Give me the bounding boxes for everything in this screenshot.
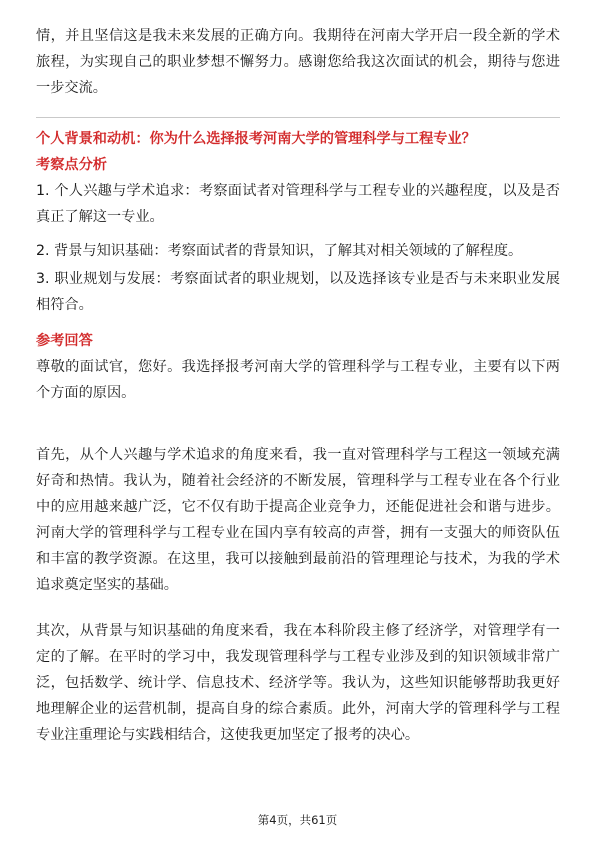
section-divider [36,117,560,118]
question-title: 个人背景和动机：你为什么选择报考河南大学的管理科学与工程专业？ [36,131,476,147]
analysis-item-2: 2. 背景与知识基础：考察面试者的背景知识，了解其对相关领域的了解程度。 [36,243,523,259]
answer-paragraph-3: 其次，从背景与知识基础的角度来看，我在本科阶段主修了经济学，对管理学有一定的了解。在平时的学习中，我发现管理科学与工程专业涉及到的知识领域非常广泛，包括数学、统计学、信息技术、经济学等。我认为，这些知识能够帮助我更好地理解企业的运营机制，提高自身的综合素质。此外，河南大学的管理科学与工程专业注重理论与实践相结合，这使我更加坚定了报考的决心。 [36,623,560,743]
analysis-item-1: 1. 个人兴趣与学术追求：考察面试者对管理科学与工程专业的兴趣程度，以及是否真正了解这一专业。 [36,183,560,225]
answer-paragraph-2: 首先，从个人兴趣与学术追求的角度来看，我一直对管理科学与工程这一领域充满好奇和热情。我认为，随着社会经济的不断发展，管理科学与工程专业在各个行业中的应用越来越广泛，它不仅有助于提高企业竞争力，还能促进社会和谐与进步。河南大学的管理科学与工程专业在国内享有较高的声誉，拥有一支强大的师资队伍和丰富的教学资源。在这里，我可以接触到最前沿的管理理论与技术，为我的学术追求奠定坚实的基础。 [36,447,560,593]
analysis-item-3: 3. 职业规划与发展：考察面试者的职业规划，以及选择该专业是否与未来职业发展相符合。 [36,271,560,313]
page-indicator: 第4页，共61页 [257,813,338,827]
answer-label: 参考回答 [36,333,93,349]
intro-paragraph: 情，并且坚信这是我未来发展的正确方向。我期待在河南大学开启一段全新的学术旅程，为实现自己的职业梦想不懈努力。感谢您给我这次面试的机会，期待与您进一步交流。 [36,28,560,96]
answer-paragraph-1: 尊敬的面试官，您好。我选择报考河南大学的管理科学与工程专业，主要有以下两个方面的原因。 [36,359,560,401]
analysis-label: 考察点分析 [36,157,107,173]
